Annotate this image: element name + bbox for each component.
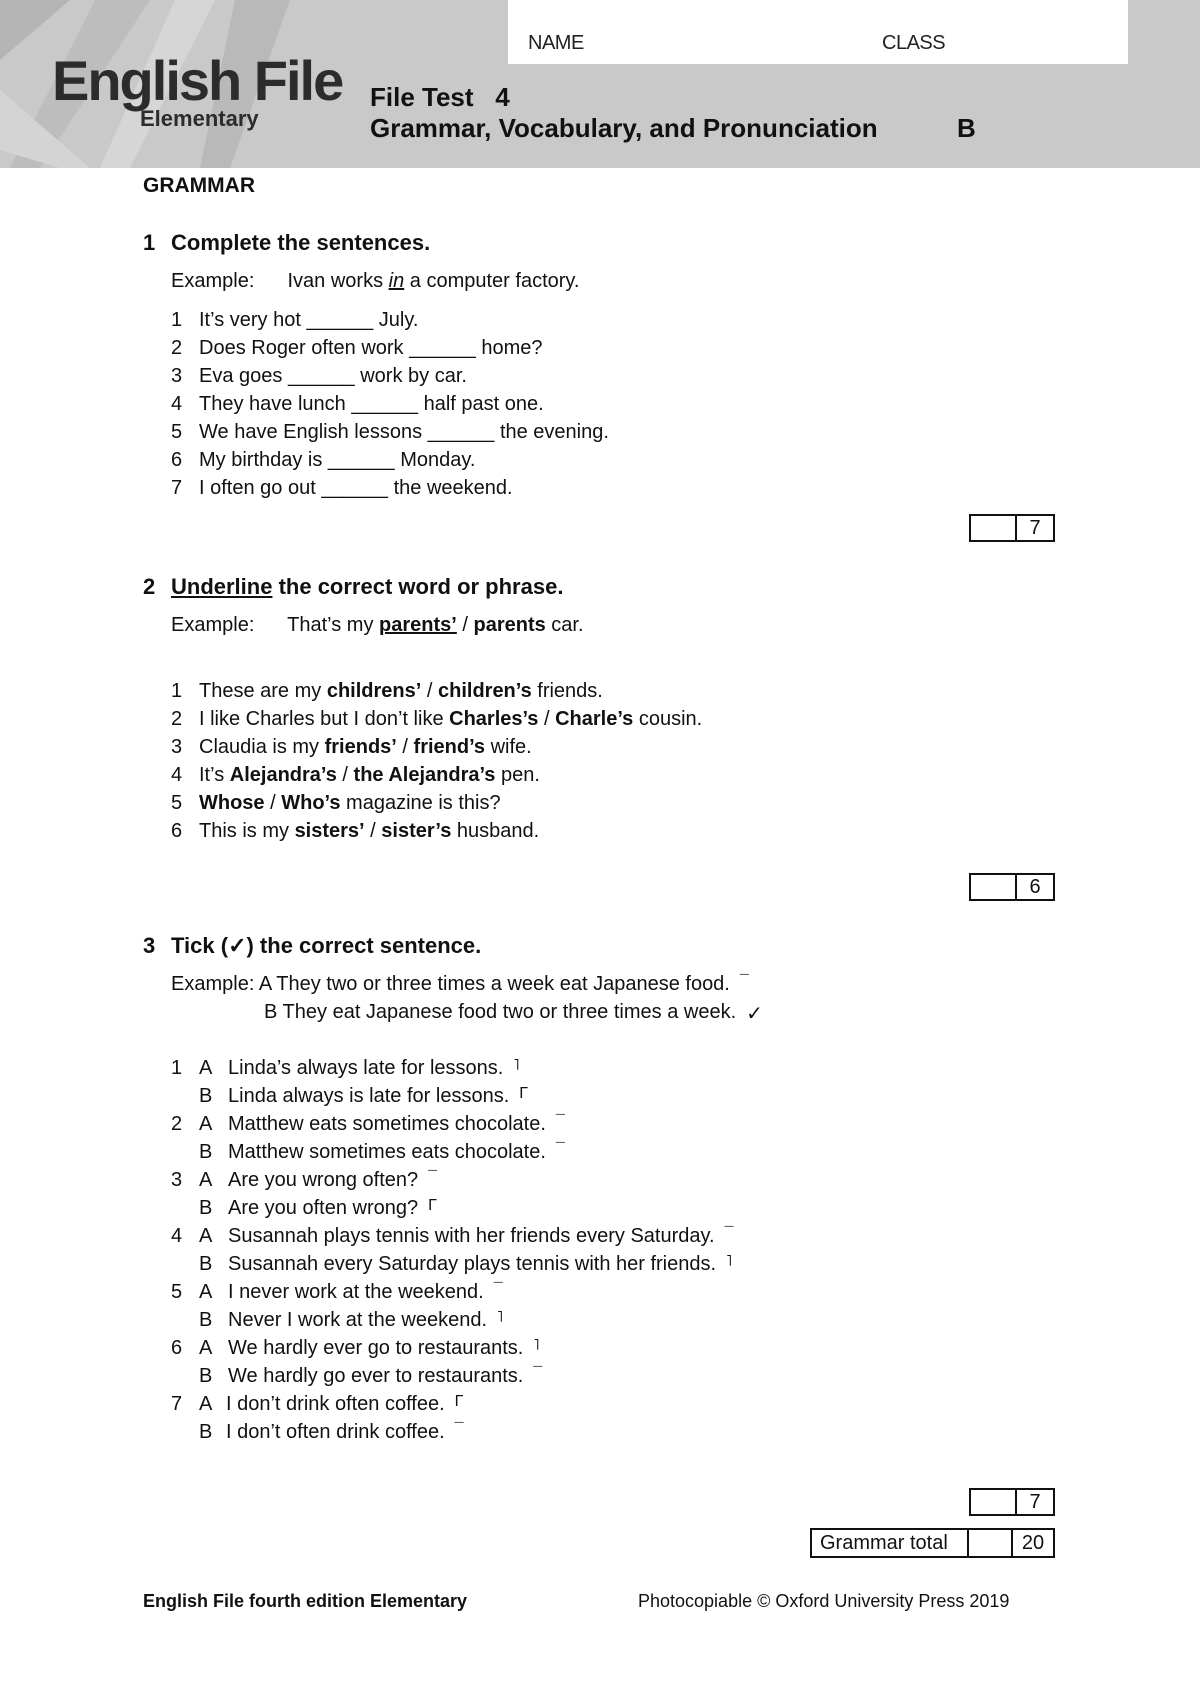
q1-item-number: 1 — [171, 309, 183, 331]
q2-item-option-2[interactable]: friend’s — [413, 736, 486, 758]
option-b-letter: B — [199, 1365, 213, 1387]
q3-item-b — [228, 1197, 437, 1220]
q2-number: 2 — [143, 574, 156, 599]
q1-item-number: 7 — [171, 477, 183, 499]
q3-heading — [143, 933, 481, 959]
q3-item-b — [228, 1085, 528, 1108]
q3-item-number: 5 — [171, 1281, 183, 1303]
q3-item-b-text: We hardly go ever to restaurants. — [228, 1365, 524, 1387]
q2-item-option-1[interactable]: Whose — [199, 792, 265, 814]
option-a-letter: A — [199, 1113, 213, 1135]
option-a-letter: A — [199, 1393, 213, 1415]
test-subtitle: Grammar, Vocabulary, and Pronunciation — [370, 113, 878, 143]
q3-item-a-text: Matthew eats sometimes chocolate. — [228, 1113, 546, 1135]
q3-example-a-mark: ¯ — [739, 973, 749, 990]
q3-item-a — [228, 1057, 519, 1080]
q2-item-number: 5 — [171, 792, 183, 814]
q3-example-a — [171, 973, 749, 996]
q1-example-label: Example: — [171, 270, 255, 292]
q3-item-number: 3 — [171, 1169, 183, 1191]
option-b-letter: B — [199, 1421, 213, 1443]
q2-instruction: the correct word or phrase. — [272, 574, 564, 599]
q1-item-number: 2 — [171, 337, 183, 359]
q2-item-option-1[interactable]: childrens’ — [326, 680, 422, 702]
q1-heading — [143, 230, 430, 256]
grammar-total-box[interactable] — [810, 1528, 1055, 1558]
test-version: B — [957, 113, 976, 143]
q1-item-text: My birthday is ______ Monday. — [199, 449, 476, 471]
q3-item-a-text: Linda’s always late for lessons. — [228, 1057, 504, 1079]
q2-example-after: car. — [545, 614, 584, 636]
q2-item-option-2[interactable]: children’s — [437, 680, 532, 702]
q2-item-option-2[interactable]: Who’s — [281, 792, 341, 814]
q3-item-b-text: I don’t often drink coffee. — [226, 1421, 445, 1443]
q3-item-number: 4 — [171, 1225, 183, 1247]
option-b-letter: B — [199, 1309, 213, 1331]
tick-box-icon[interactable]: ˥ — [513, 1057, 520, 1074]
q2-item-number: 6 — [171, 820, 183, 842]
q2-example-before: That’s my — [287, 614, 380, 636]
q2-item-before: It’s — [199, 764, 230, 786]
q1-item-text: We have English lessons ______ the evening. — [199, 421, 609, 443]
q3-item-a-text: I don’t drink often coffee. — [226, 1393, 445, 1415]
class-label: CLASS — [882, 32, 946, 54]
q1-number: 1 — [143, 230, 156, 255]
q2-item: This is my sisters’ / sister’s husband. — [199, 820, 540, 842]
name-class-box — [508, 0, 1128, 64]
q1-item-text: It’s very hot ______ July. — [199, 309, 419, 331]
q2-item-before: Claudia is my — [199, 736, 325, 758]
q3-item-number: 2 — [171, 1113, 183, 1135]
tick-box-icon[interactable]: ˥ — [497, 1309, 504, 1326]
q3-item-a-text: Are you wrong often? — [228, 1169, 419, 1191]
logo-title: English File — [52, 49, 343, 112]
q2-item-number: 1 — [171, 680, 183, 702]
q1-item-text: I often go out ______ the weekend. — [199, 477, 513, 499]
q2-item-option-2[interactable]: the Alejandra’s — [353, 764, 496, 786]
q3-item-b — [228, 1365, 542, 1388]
tick-box-icon[interactable]: ˥ — [533, 1337, 540, 1354]
q2-score-box[interactable] — [969, 873, 1055, 901]
q1-item-number: 3 — [171, 365, 183, 387]
q3-example-b-text: They eat Japanese food two or three times a week. — [282, 1001, 737, 1023]
tick-box-icon[interactable]: Γ — [519, 1085, 529, 1102]
q2-item-option-1[interactable]: sisters’ — [294, 820, 365, 842]
q3-example-b — [264, 1001, 763, 1026]
q3-item-b — [228, 1141, 565, 1164]
q2-item-after: wife. — [485, 736, 532, 758]
q3-example-a-letter: A — [258, 973, 272, 995]
q2-example-option-1: parents’ — [379, 614, 457, 636]
tick-box-icon[interactable]: ¯ — [428, 1169, 437, 1186]
logo-subtitle: Elementary — [140, 106, 259, 131]
q1-example-before: Ivan works — [287, 270, 389, 292]
option-a-letter: A — [199, 1169, 213, 1191]
tick-box-icon[interactable]: Γ — [428, 1197, 437, 1214]
q2-instruction-underlined: Underline — [171, 574, 273, 599]
q2-example — [171, 614, 584, 637]
option-a-letter: A — [199, 1281, 213, 1303]
q2-item: It’s Alejandra’s / the Alejandra’s pen. — [199, 764, 540, 786]
q3-item-b-text: Susannah every Saturday plays tennis with her friends. — [228, 1253, 717, 1275]
q3-score-box[interactable] — [969, 1488, 1055, 1516]
q2-heading — [143, 574, 563, 600]
q1-score-value: 7 — [1029, 517, 1041, 539]
q2-item-option-1[interactable]: friends’ — [324, 736, 397, 758]
q1-item-number: 5 — [171, 421, 183, 443]
option-a-letter: A — [199, 1225, 213, 1247]
q3-item-a-text: We hardly ever go to restaurants. — [228, 1337, 524, 1359]
tick-box-icon[interactable]: ¯ — [533, 1365, 543, 1382]
q3-item-a-text: I never work at the weekend. — [228, 1281, 484, 1303]
q2-item-after: husband. — [451, 820, 540, 842]
section-title: GRAMMAR — [143, 174, 255, 197]
q1-item-number: 6 — [171, 449, 183, 471]
grammar-total-value: 20 — [1021, 1532, 1045, 1554]
grammar-total-label: Grammar total — [812, 1530, 969, 1556]
q3-item-b — [226, 1421, 464, 1444]
name-label: NAME — [528, 32, 584, 54]
q3-item-b — [228, 1309, 503, 1332]
q3-item-a — [228, 1281, 503, 1304]
tick-box-icon[interactable]: ¯ — [493, 1281, 503, 1298]
q3-score-value: 7 — [1029, 1491, 1041, 1513]
q3-example-label: Example: — [171, 973, 255, 995]
q2-example-option-2: parents — [473, 614, 546, 636]
q3-item-number: 6 — [171, 1337, 183, 1359]
q3-instruction: Tick (✓) the correct sentence. — [171, 933, 482, 958]
q1-example-answer: in — [388, 270, 405, 292]
q3-item-a — [226, 1393, 463, 1416]
option-b-letter: B — [199, 1253, 213, 1275]
q3-item-b-text: Linda always is late for lessons. — [228, 1085, 510, 1107]
q2-item-option-2[interactable]: Charle’s — [555, 708, 634, 730]
option-a-letter: A — [199, 1337, 213, 1359]
q2-item: These are my childrens’ / children’s friends. — [199, 680, 603, 702]
check-icon: ✓ — [746, 1003, 763, 1025]
q2-item-number: 3 — [171, 736, 183, 758]
tick-box-icon[interactable]: ¯ — [724, 1225, 734, 1242]
q3-number: 3 — [143, 933, 156, 958]
q1-item-text: Eva goes ______ work by car. — [199, 365, 467, 387]
q3-item-a — [228, 1225, 733, 1248]
tick-box-icon[interactable]: ¯ — [555, 1141, 565, 1158]
q2-item-before: These are my — [199, 680, 327, 702]
q2-item-before: I like Charles but I don’t like — [199, 708, 450, 730]
tick-box-icon[interactable]: ˥ — [726, 1253, 733, 1270]
q2-item-number: 4 — [171, 764, 183, 786]
q1-item-number: 4 — [171, 393, 183, 415]
q3-item-b-text: Are you often wrong? — [228, 1197, 419, 1219]
q3-item-b-text: Never I work at the weekend. — [228, 1309, 488, 1331]
q3-example-a-text: They two or three times a week eat Japanese food. — [276, 973, 730, 995]
q2-item: Claudia is my friends’ / friend’s wife. — [199, 736, 532, 758]
q2-item: I like Charles but I don’t like Charles’s / Charle’s cousin. — [199, 708, 703, 730]
q1-item-text: They have lunch ______ half past one. — [199, 393, 544, 415]
q1-example — [171, 270, 580, 293]
q1-score-box[interactable] — [969, 514, 1055, 542]
option-b-letter: B — [199, 1141, 213, 1163]
option-b-letter: B — [199, 1197, 213, 1219]
q2-item-number: 2 — [171, 708, 183, 730]
tick-box-icon[interactable]: Γ — [454, 1393, 464, 1410]
q2-score-value: 6 — [1029, 876, 1041, 898]
test-title: File Test 4 — [370, 82, 510, 112]
q2-item-option-1[interactable]: Charles’s — [449, 708, 539, 730]
q2-item-before: This is my — [199, 820, 295, 842]
q2-example-separator: / — [456, 614, 474, 636]
option-b-letter: B — [199, 1085, 213, 1107]
q1-instruction: Complete the sentences. — [171, 230, 431, 255]
q3-item-a — [228, 1169, 437, 1192]
header-band — [0, 0, 1200, 168]
q3-item-number: 7 — [171, 1393, 183, 1415]
q3-item-b-text: Matthew sometimes eats chocolate. — [228, 1141, 546, 1163]
tick-box-icon[interactable]: ¯ — [555, 1113, 565, 1130]
q2-item-after: friends. — [531, 680, 603, 702]
q3-item-a — [228, 1337, 539, 1360]
q2-item-after: magazine is this? — [340, 792, 501, 814]
q2-item-option-1[interactable]: Alejandra’s — [229, 764, 337, 786]
q2-example-label: Example: — [171, 614, 255, 636]
q3-item-a-text: Susannah plays tennis with her friends every Saturday. — [228, 1225, 715, 1247]
q3-example-b-letter: B — [264, 1001, 278, 1023]
q1-example-after: a computer factory. — [404, 270, 580, 292]
q2-item-after: cousin. — [633, 708, 703, 730]
footer-edition: English File fourth edition Elementary — [143, 1591, 468, 1611]
option-a-letter: A — [199, 1057, 213, 1079]
q2-item-option-2[interactable]: sister’s — [381, 820, 452, 842]
q2-item-after: pen. — [495, 764, 540, 786]
q2-item: Whose / Who’s magazine is this? — [199, 792, 501, 814]
q1-item-text: Does Roger often work ______ home? — [199, 337, 543, 359]
footer-copyright: Photocopiable © Oxford University Press 2019 — [638, 1591, 1010, 1611]
q3-item-b — [228, 1253, 732, 1276]
q3-item-number: 1 — [171, 1057, 183, 1079]
tick-box-icon[interactable]: ¯ — [454, 1421, 464, 1438]
q3-item-a — [228, 1113, 565, 1136]
